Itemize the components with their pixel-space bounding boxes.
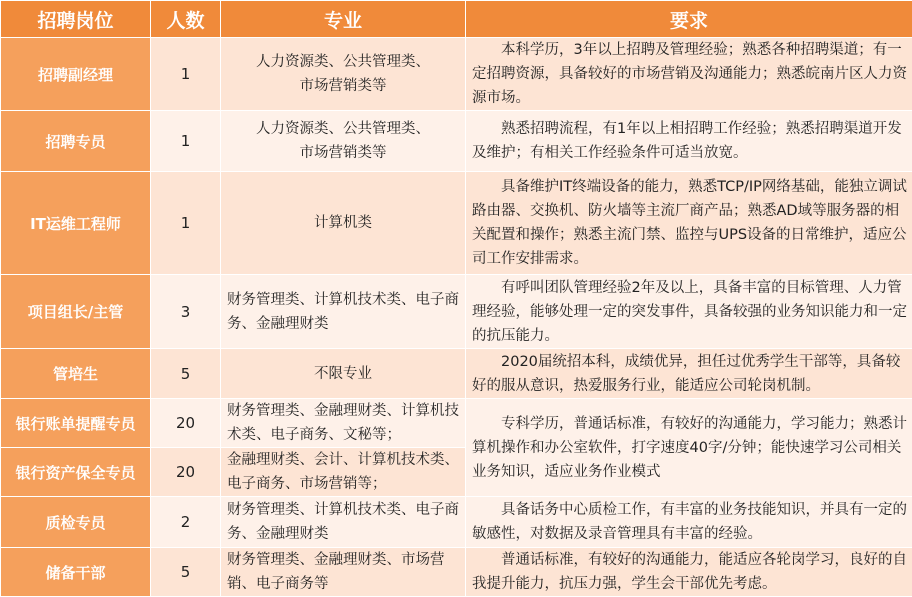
major-cell: 人力资源类、公共管理类、 市场营销类等 [221,38,466,111]
major-cell: 不限专业 [221,349,466,399]
requirement-cell: 具备维护IT终端设备的能力，熟悉TCP/IP网络基础，能独立调试路由器、交换机、防火墙等主流厂商产品；熟悉AD域等服务器的相关配置和操作；熟悉主流门禁、监控与UPS设备的日常维护，适应公司工作安排需求。 [466,172,912,275]
table-row [1,497,912,548]
count-cell: 1 [151,172,221,275]
position-cell: 管培生 [1,349,151,399]
header-position: 招聘岗位 [1,1,151,38]
count-cell: 2 [151,497,221,548]
count-cell: 5 [151,349,221,399]
count-cell: 20 [151,448,221,497]
count-cell: 1 [151,38,221,111]
requirement-cell: 熟悉招聘流程，有1年以上相招聘工作经验；熟悉招聘渠道开发及维护；有相关工作经验条件可适当放宽。 [466,111,912,172]
position-cell: 银行账单提醒专员 [1,399,151,448]
position-cell: 招聘专员 [1,111,151,172]
position-cell: IT运维工程师 [1,172,151,275]
table-row [1,548,912,597]
requirement-cell: 本科学历，3年以上招聘及管理经验；熟悉各种招聘渠道；有一定招聘资源，具备较好的市场营销及沟通能力；熟悉皖南片区人力资源市场。 [466,38,912,111]
header-row [1,1,912,38]
position-cell: 项目组长/主管 [1,275,151,349]
major-cell: 计算机类 [221,172,466,275]
position-cell: 质检专员 [1,497,151,548]
major-cell: 金融理财类、会计、计算机技术类、电子商务、市场营销等； [221,448,466,497]
major-cell: 财务管理类、计算机技术类、电子商务、金融理财类 [221,497,466,548]
requirement-cell: 普通话标准，有较好的沟通能力，能适应各轮岗学习，良好的自我提升能力，抗压力强，学生会干部优先考虑。 [466,548,912,597]
header-count: 人数 [151,1,221,38]
major-cell: 人力资源类、公共管理类、 市场营销类等 [221,111,466,172]
major-cell: 财务管理类、金融理财类、市场营销、电子商务等 [221,548,466,597]
table-row [1,38,912,111]
table-row [1,172,912,275]
position-cell: 储备干部 [1,548,151,597]
table-row [1,275,912,349]
count-cell: 3 [151,275,221,349]
major-cell: 财务管理类、金融理财类、计算机技术类、电子商务、文秘等； [221,399,466,448]
table-row [1,111,912,172]
position-cell: 招聘副经理 [1,38,151,111]
table-row [1,399,912,448]
shared-requirement-cell: 专科学历，普通话标准，有较好的沟通能力，学习能力；熟悉计算机操作和办公室软件，打字速度40字/分钟；能快速学习公司相关业务知识，适应业务作业模式 [466,399,912,497]
major-cell: 财务管理类、计算机技术类、电子商务、金融理财类 [221,275,466,349]
count-cell: 5 [151,548,221,597]
header-requirement: 要求 [466,1,912,38]
requirement-cell: 具备话务中心质检工作，有丰富的业务技能知识，并具有一定的敏感性，对数据及录音管理具有丰富的经验。 [466,497,912,548]
requirement-cell: 有呼叫团队管理经验2年及以上，具备丰富的目标管理、人力管理经验，能够处理一定的突发事件，具备较强的业务知识能力和一定的抗压能力。 [466,275,912,349]
count-cell: 20 [151,399,221,448]
position-cell: 银行资产保全专员 [1,448,151,497]
count-cell: 1 [151,111,221,172]
table-row [1,349,912,399]
requirement-cell: 2020届统招本科，成绩优异，担任过优秀学生干部等，具备较好的服从意识，热爱服务行业，能适应公司轮岗机制。 [466,349,912,399]
header-major: 专业 [221,1,466,38]
